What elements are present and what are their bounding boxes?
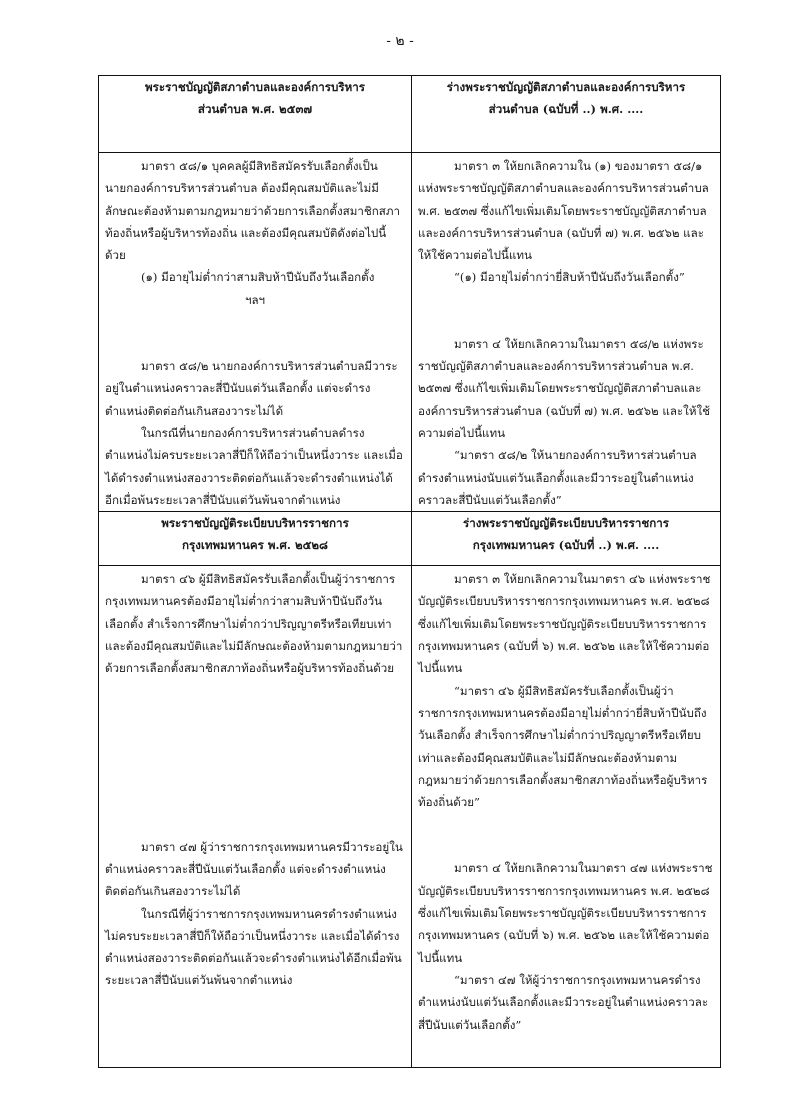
- paragraph: “มาตรา ๔๗ ให้ผู้ว่าราชการกรุงเทพมหานครดำรงตำแหน่งนับแต่วันเลือกตั้งและมีวาระอยู่ในตำแหน่งคราวละสี่ปีนับแต่วันเลือกตั้ง”: [418, 972, 709, 1032]
- header-line: พระราชบัญญัติระเบียบบริหารราชการ: [161, 516, 349, 531]
- header-line: กรุงเทพมหานคร (ฉบับที่ ..) พ.ศ. ....: [472, 538, 660, 553]
- section1-body-row: [99, 153, 721, 512]
- paragraph: ในกรณีที่ผู้ว่าราชการกรุงเทพมหานครดำรงตำแหน่งไม่ครบระยะเวลาสี่ปีก็ให้ถือว่าเป็นหนึ่งวาระ และเมื่อได้ดำรงตำแหน่งสองวาระติดต่อกันแล้วจะดำรงตำแหน่งได้อีกเมื่อพ้นระยะเวลาสี่ปีนับแต่วันพ้นจากตำแหน่ง: [105, 906, 402, 988]
- paragraph: ฯลฯ: [244, 292, 266, 307]
- header-line: ส่วนตำบล พ.ศ. ๒๕๓๗: [197, 102, 313, 117]
- header-line: พระราชบัญญัติสภาตำบลและองค์การบริหาร: [145, 80, 365, 94]
- paragraph: มาตรา ๔ ให้ยกเลิกความในมาตรา ๔๗ แห่งพระราชบัญญัติระเบียบบริหารราชการกรุงเทพมหานคร พ.ศ. ๒๕๒๘ ซึ่งแก้ไขเพิ่มเติมโดยพระราชบัญญัติระเบียบบริหารราชการกรุงเทพมหานคร (ฉบับที่ ๖) พ.ศ. ๒๕๖๒ และให้ใช้ความต่อไปนี้แทน: [418, 861, 713, 965]
- paragraph: มาตรา ๔๗ ผู้ว่าราชการกรุงเทพมหานครมีวาระอยู่ในตำแหน่งคราวละสี่ปีนับแต่วันเลือกตั้ง แต่จะดำรงตำแหน่งติดต่อกันเกินสองวาระไม่ได้: [105, 839, 403, 899]
- paragraph: มาตรา ๕๘/๒ นายกองค์การบริหารส่วนตำบลมีวาระอยู่ในตำแหน่งคราวละสี่ปีนับแต่วันเลือกตั้ง แต่จะดำรงตำแหน่งติดต่อกันเกินสองวาระไม่ได้: [105, 359, 398, 418]
- paragraph: มาตรา ๔ ให้ยกเลิกความในมาตรา ๕๘/๒ แห่งพระราชบัญญัติสภาตำบลและองค์การบริหารส่วนตำบล พ.ศ. ๒๕๓๗ ซึ่งแก้ไขเพิ่มเติมโดยพระราชบัญญัติสภาตำบลและองค์การบริหารส่วนตำบล (ฉบับที่ ๗) พ.ศ. ๒๕๖๒ และให้ใช้ความต่อไปนี้แทน: [418, 336, 710, 440]
- paragraph: “(๑) มีอายุไม่ต่ำกว่ายี่สิบห้าปีนับถึงวันเลือกตั้ง”: [454, 270, 685, 285]
- paragraph: ในกรณีที่นายกองค์การบริหารส่วนตำบลดำรงตำแหน่งไม่ครบระยะเวลาสี่ปีก็ให้ถือว่าเป็นหนึ่งวาระ และเมื่อได้ดำรงตำแหน่งสองวาระติดต่อกันแล้วจะดำรงตำแหน่งได้อีกเมื่อพ้นระยะเวลาสี่ปีนับแต่วันพ้นจากตำแหน่ง: [105, 425, 403, 507]
- header-line: ร่างพระราชบัญญัติระเบียบบริหารราชการ: [462, 516, 669, 531]
- paragraph: มาตรา ๔๖ ผู้มีสิทธิสมัครรับเลือกตั้งเป็นผู้ว่าราชการกรุงเทพมหานครต้องมีอายุไม่ต่ำกว่าสามสิบห้าปีนับถึงวันเลือกตั้ง สำเร็จการศึกษาไม่ต่ำกว่าปริญญาตรีหรือเทียบเท่าและต้องมีคุณสมบัติและไม่มีลักษณะต้องห้ามตามกฎหมายว่าด้วยการเลือกตั้งสมาชิกสภาท้องถิ่นหรือผู้บริหารท้องถิ่นด้วย: [105, 572, 403, 676]
- header-line: ส่วนตำบล (ฉบับที่ ..) พ.ศ. ....: [488, 102, 644, 117]
- paragraph: (๑) มีอายุไม่ต่ำกว่าสามสิบห้าปีนับถึงวันเลือกตั้ง: [141, 270, 375, 285]
- section2-body-row: [99, 566, 721, 1068]
- paragraph: มาตรา ๓ ให้ยกเลิกความใน (๑) ของมาตรา ๕๘/๑ แห่งพระราชบัญญัติสภาตำบลและองค์การบริหารส่วนตำบล พ.ศ. ๒๕๓๗ ซึ่งแก้ไขเพิ่มเติมโดยพระราชบัญญัติสภาตำบลและองค์การบริหารส่วนตำบล (ฉบับที่ ๗) พ.ศ. ๒๕๖๒ และให้ใช้ความต่อไปนี้แทน: [418, 159, 709, 263]
- section1-right-header: [412, 76, 721, 153]
- paragraph: “มาตรา ๕๘/๒ ให้นายกองค์การบริหารส่วนตำบลดำรงตำแหน่งนับแต่วันเลือกตั้งและมีวาระอยู่ในตำแหน่งคราวละสี่ปีนับแต่วันเลือกตั้ง”: [418, 448, 697, 507]
- page-number: - ๒ -: [386, 33, 414, 49]
- section1-header-row: [99, 76, 721, 153]
- comparison-table: [98, 75, 721, 1068]
- header-line: กรุงเทพมหานคร พ.ศ. ๒๕๒๘: [181, 538, 328, 553]
- section2-header-row: [99, 512, 721, 566]
- section1-right-text: [412, 153, 721, 512]
- section2-right-text: [412, 566, 721, 1068]
- section2-left-header: [99, 512, 412, 566]
- section2-left-text: [99, 566, 412, 1068]
- section1-left-text: [99, 153, 412, 512]
- paragraph: มาตรา ๕๘/๑ บุคคลผู้มีสิทธิสมัครรับเลือกตั้งเป็นนายกองค์การบริหารส่วนตำบล ต้องมีคุณสมบัติและไม่มีลักษณะต้องห้ามตามกฎหมายว่าด้วยการเลือกตั้งสมาชิกสภาท้องถิ่นหรือผู้บริหารท้องถิ่น และต้องมีคุณสมบัติดังต่อไปนี้ด้วย: [105, 159, 400, 263]
- paragraph: มาตรา ๓ ให้ยกเลิกความในมาตรา ๔๖ แห่งพระราชบัญญัติระเบียบบริหารราชการกรุงเทพมหานคร พ.ศ. ๒๕๒๘ ซึ่งแก้ไขเพิ่มเติมโดยพระราชบัญญัติระเบียบบริหารราชการกรุงเทพมหานคร (ฉบับที่ ๖) พ.ศ. ๒๕๖๒ และให้ใช้ความต่อไปนี้แทน: [418, 572, 711, 676]
- section1-left-header: [99, 76, 412, 153]
- paragraph: “มาตรา ๔๖ ผู้มีสิทธิสมัครรับเลือกตั้งเป็นผู้ว่าราชการกรุงเทพมหานครต้องมีอายุไม่ต่ำกว่ายี่สิบห้าปีนับถึงวันเลือกตั้ง สำเร็จการศึกษาไม่ต่ำกว่าปริญญาตรีหรือเทียบเท่าและต้องมีคุณสมบัติและไม่มีลักษณะต้องห้ามตามกฎหมายว่าด้วยการเลือกตั้งสมาชิกสภาท้องถิ่นหรือผู้บริหารท้องถิ่นด้วย”: [418, 683, 708, 810]
- section2-right-header: [412, 512, 721, 566]
- header-line: ร่างพระราชบัญญัติสภาตำบลและองค์การบริหาร: [446, 80, 686, 94]
